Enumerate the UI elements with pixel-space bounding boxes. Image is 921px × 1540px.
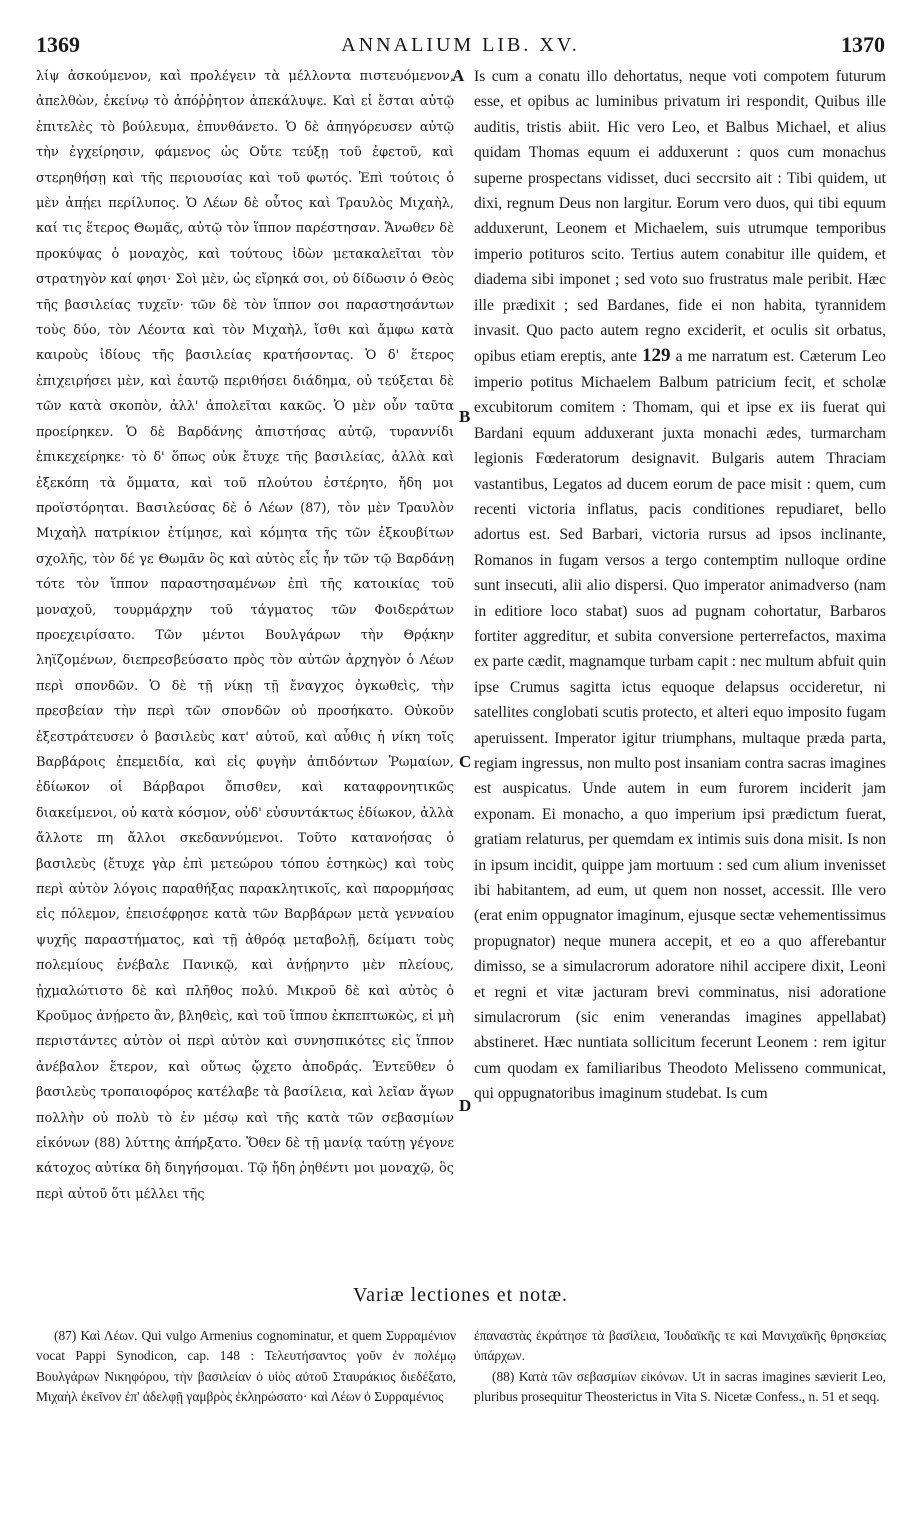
section-marker-b: B bbox=[459, 407, 471, 426]
greek-text: λίψ ἀσκούμενον, καὶ προλέγειν τὰ μέλλοντα πιστευόμενον, ἀπελθὼν, ἐκείνῳ τὸ ἀπόῤῥητον ἀπεκάλυψε. Καὶ εἰ ἔσται αὐτῷ ἐπιτελὲς τὸ βούλευμα, ἐπυνθάνετο. Ὁ δὲ ἀπηγόρευσεν αὐτῷ τὴν ἐγχείρησιν, φάμενος ὡς Οὔτε τεύξῃ τοῦ ἐφετοῦ, καὶ στερηθήσῃ καὶ τῆς περιουσίας καὶ τοῦ φωτός. Ἐπὶ τούτοις ὁ μὲν ἀπῄει περίλυπος. Ὁ Λέων δὲ οὗτος καὶ Τραυλὸς Μιχαὴλ, καί τις ἕτερος Θωμᾶς, αὐτῷ τὸν ἵππον παρέστησαν. Ἄνωθεν δὲ προκύψας ὁ μοναχὸς, καὶ τούτους ἰδὼν μετακαλεῖται τὸν στρατηγὸν καί φησι· Σοὶ μὲν, ὡς εἴρηκά σοι, οὐ δίδωσιν ὁ Θεὸς τῆς βασιλείας τυχεῖν· τῶν δὲ τὸν ἵππον σοι παραστησάντων τοὺς δύο, τὸν Λέοντα καὶ τὸν Μιχαὴλ, ἴσθι καὶ ἄμφω κατὰ καιροὺς ἰδίους τῆς βασιλείας κρατήσοντας. Ὁ δ' ἕτερος ἐπιχειρήσει μὲν, καὶ ἑαυτῷ περιθήσει διάδημα, οὐ τεύξεται δὲ τῶν κατὰ σκοπὸν, ἀλλ' ἀπολεῖται κακῶς. Ὁ μὲν οὖν ταῦτα προείρηκεν. Ὁ δὲ Βαρδάνης ἀπιστήσας αὐτῷ, τυραννίδι ἐπικεχείρηκε· τὸ δ' ὅπως οὐκ ἔτυχε τῆς βασιλείας, ἀλλὰ καὶ ἐξεκόπη τὰ ὄμματα, καὶ τοῦ πλούτου ἐστέρητο, ἤδη μοι προϊστόρηται. Βασιλεύσας δὲ ὁ Λέων (87), τὸν μὲν Τραυλὸν Μιχαὴλ πατρίκιον ἐτίμησε, καὶ κόμητα τῆς τῶν ἐξκουβίτων σχολῆς, τὸν δέ γε Θωμᾶν ὃς καὶ αὐτὸς εἷς ἦν τῶν τῷ Βαρδάνῃ τότε τὸν ἵππον παραστησαμένων ἐπὶ τῆς κατοικίας τοῦ μοναχοῦ, τουρμάρχην τοῦ τάγματος τῶν Φοιδεράτων προεχειρίσατο. Τῶν μέντοι Βουλγάρων τὴν Θρᾴκην ληϊζομένων, διεπρεσβεύσατο πρὸς τὸν αὐτῶν ἀρχηγὸν ὁ Λέων περὶ σπονδῶν. Ὁ δὲ τῇ νίκῃ τῇ ἔναγχος ὀγκωθεὶς, τὴν πρεσβείαν τὴν περὶ τῶν σπονδῶν οὐ προσήκατο. Οὐκοῦν ἐξεστράτευσεν ὁ βασιλεὺς κατ' αὐτοῦ, καὶ αὖθις ἡ νίκη τοῖς Βαρβάροις ἐπεμειδία, καὶ εἰς φυγὴν ἀπιδόντων Ῥωμαίων, ἐδίωκον οἱ Βάρβαροι ὄπισθεν, καὶ καταφρονητικῶς διακείμενοι, οὐ κατὰ κόσμον, οὐδ' εὐσυντάκτως ἐδίωκον, ἀλλὰ ἄλλοτε πη ἄλλοι σκεδαννύμενοι. Τοῦτο κατανοήσας ὁ βασιλεὺς (ἔτυχε γὰρ ἐπὶ μετεώρου τόπου ἑστηκὼς) καὶ τοὺς περὶ αὐτὸν λόγοις παραθήξας παρακλητικοῖς, καὶ παρορμήσας εἰς πόλεμον, ἐπεισέφρησε κατὰ τῶν Βαρβάρων μετὰ γενναίου ψυχῆς παραστήματος, καὶ τῇ ἀθρόᾳ μεταβολῇ, δείματι τοὺς πολεμίους ἐνέβαλε Πανικῷ, καὶ ἀνῄρηντο μὲν πλείους, ᾐχμαλώτιστο δὲ καὶ πλῆθος πολύ. Μικροῦ δὲ καὶ αὐτὸς ὁ Κροῦμος ἀνῄρετο ἂν, βληθεὶς, καὶ τοῦ ἵππου ἐκπεπτωκὼς, εἰ μὴ περιστάντες αὐτὸν οἱ περὶ αὐτὸν καὶ συνησπικότες εἰς ἵππον ἀνέβαλον ἕτερον, καὶ οὕτως ᾤχετο ἀποδράς. Ἐντεῦθεν ὁ βασιλεὺς τροπαιοφόρος κατέλαβε τὰ βασίλεια, καὶ λεῖαν ἄγων πολλὴν οὐ πολὺ τὸ ἐν μέσῳ καὶ τῆς κατὰ τῶν σεβασμίων εἰκόνων (88) λύττης ἀπήρξατο. Ὅθεν δὲ τῇ μανίᾳ ταύτῃ γέγονε κάτοχος αὐτίκα δὴ διηγήσομαι. Τῷ ἤδη ῥηθέντι μοι μοναχῷ, ὃς περὶ αὐτοῦ ὅτι μέλλει τῆς bbox=[36, 69, 454, 1202]
latin-text-after: a me narratum est. Cæterum Leo imperio potitus Michaelem Balbum patricium fecit, et scholæ excubitorum comitem : Thomam, qui et ipse ex iis fuerat qui Bardani equum adduxerant juxta monachi ædes, turmarcham legionis Fœderatorum designavit. Bulgaris autem Thraciam vastantibus, Legatos ad ducem eorum de pace misit : quem, cum recenti victoria inflatus, pacis conditiones repudiaret, bello adortus est. Sed Barbari, victoria rursus ad ipsos inclinante, Romanos in fugam versos a tergo contemptim nulloque ordine sunt insecuti, alii alio dispersi. Quo imperator animadverso (nam in editiore loco stabat) suos ad pugnam cohortatur, Barbaros fortiter aggreditur, et subita conversione perterrefactos, maxima ex parte cædit, magnamque turbam capit : nec multum abfuit quin ipse Crumus sagitta ictus equoque delapsus occideretur, ni satellites conglobati scutis protecto, et alteri equo imposito fugam aperuissent. Imperator igitur triumphans, multaque præda parta, regiam ingressus, non multo post insaniam contra sacras imagines est auspicatus. Unde autem in eum furorem inciderit jam exponam. Ei monacho, a quo imperium ipsi prædictum fuerat, gratiam relaturus, per quemdam ex intimis suis dona misit. Is non in ipsum incidit, quippe jam mortuum : sed cum alium invenisset ibi habitantem, ad eum, ut quem non nosset, accessit. Ille vero (erat enim oppugnator imaginum, ejusque sectæ vehementissimus propugnator) neque munera accepit, et eo a quo afferebantur dimisso, se a simulacrorum adoratore nihil accipere dixit, Leoni et regni et vitæ jacturam brevi comminatus, nisi adoratione simulacrorum (sic enim venerandas imagines appellabat) abstineret. Hæc nuntiata sollicitum fecerunt Leonem : rem igitur cum quodam ex familiaribus Theodoto Melisseno communicat, qui oppugnatoribus imaginum studebat. Is cum bbox=[474, 348, 886, 1103]
latin-paragraph bbox=[474, 64, 886, 1107]
greek-column bbox=[36, 64, 454, 1280]
notes-left-column bbox=[36, 1326, 456, 1476]
section-marker-c: C bbox=[459, 752, 472, 771]
latin-text-before: Is cum a conatu illo dehortatus, neque voti compotem futurum esse, et opibus ac luminibus privatum iri respondit, Quibus ille auditis, tristis abiit. Hic vero Leo, et Balbus Michael, et alius quidam Thomas equum ei adduxerunt : quos cum monachus superne prospectans vidisset, duci seccrsito ait : Tibi quidem, ut dixi, regnum Deus non largitur. Eorum vero duos, qui tibi equum adduxerunt, Leonem et Michaelem, suis utrumque temporibus imperio potituros scito. Tertius autem conabitur ille quidem, et diadema sibi imponet ; sed voto suo frustratus male peribit. Hæc ille prædixit ; sed Bardanes, fide ei non habita, tyrannidem invasit. Quo pacto autem regno exciderit, et oculis sit orbatus, opibus etiam ereptis, ante bbox=[474, 68, 886, 366]
right-page-number: 1370 bbox=[841, 32, 885, 57]
notes-right-column bbox=[474, 1326, 886, 1476]
section-marker-d: D bbox=[459, 1096, 472, 1115]
page-reference: 129 bbox=[642, 345, 671, 367]
note-87: (87) Καὶ Λέων. Qui vulgo Armenius cognominatur, et quem Συρραμένιον vocat Pappi Synodicon, cap. 148 : Τελευτήσαντος γοῦν ἐν πολέμῳ Βουλγάρων Νικηφόρου, τὴν βασιλείαν ὁ υἱὸς αὐτοῦ Σταυράκιος διεδέξατο, Μιχαὴλ ἐκεῖνον ἐπ' ἀδελφῇ γαμβρὸς ἐκληρώσατο· καὶ Λέων ὁ Συρραμένιος bbox=[36, 1328, 456, 1404]
left-page-number: 1369 bbox=[36, 32, 80, 57]
running-title: ANNALIUM LIB. XV. bbox=[341, 34, 580, 56]
section-marker-a: A bbox=[452, 66, 465, 85]
notes-heading: Variæ lectiones et notæ. bbox=[352, 1284, 569, 1306]
page-header bbox=[36, 32, 885, 58]
note-88: (88) Κατὰ τῶν σεβασμίων εἰκόνων. Ut in sacras imagines sævierit Leo, pluribus prosequitur Theosterictus in Vita S. Nicetæ Confess., n. 51 et seqq. bbox=[474, 1368, 886, 1404]
latin-column bbox=[474, 64, 886, 1280]
note-87-continued: ἐπαναστὰς ἐκράτησε τὰ βασίλεια, Ἰουδαϊκῆς τε καὶ Μανιχαϊκῆς θρησκείας ὑπάρχων. bbox=[474, 1328, 886, 1364]
